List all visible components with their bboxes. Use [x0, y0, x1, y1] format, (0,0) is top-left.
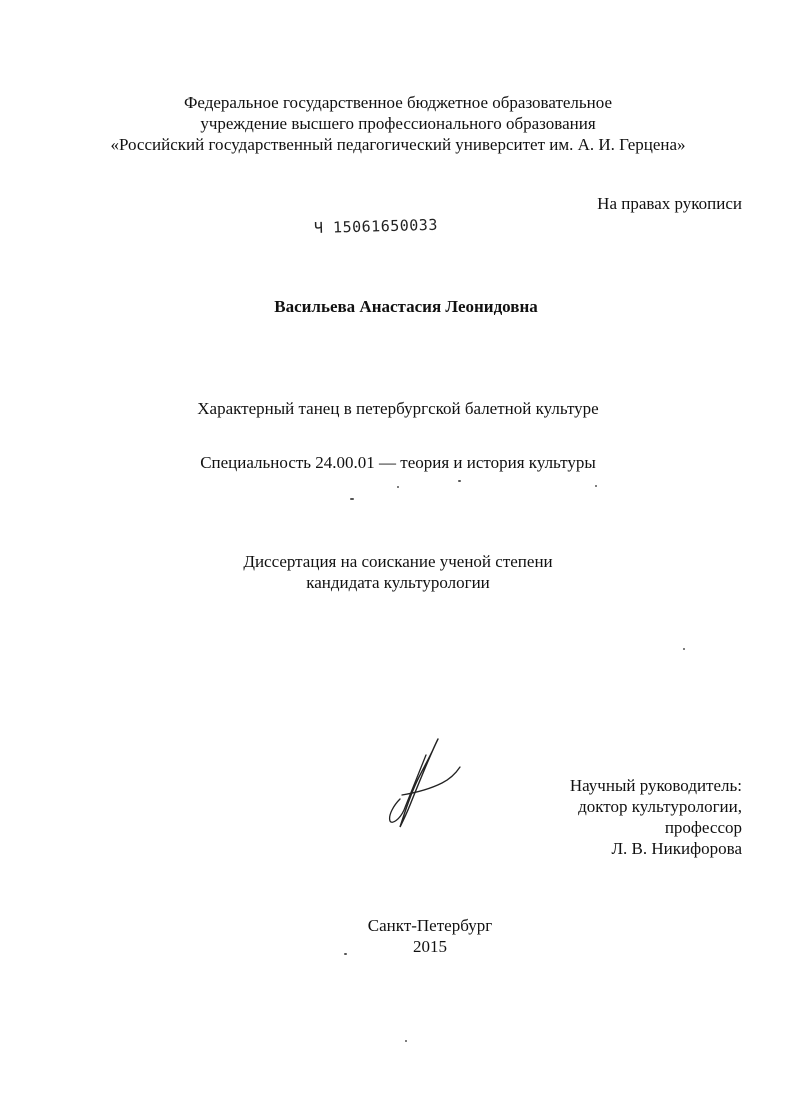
scan-speck — [595, 485, 597, 487]
footer-city: Санкт-Петербург — [367, 916, 493, 935]
footer-year: 2015 — [413, 937, 447, 956]
specialty: Специальность 24.00.01 — теория и история культуры — [200, 453, 596, 472]
dissertation-title: Характерный танец в петербургской балетной культуре — [197, 399, 599, 418]
institution-line-2: учреждение высшего профессионального образования — [200, 114, 596, 133]
scan-speck — [683, 648, 685, 650]
scan-speck — [344, 953, 347, 955]
author-name: Васильева Анастасия Леонидовна — [274, 297, 538, 316]
signature-icon — [380, 735, 470, 830]
supervisor-label: Научный руководитель: — [569, 776, 742, 795]
supervisor-title: профессор — [664, 818, 742, 837]
scan-speck — [350, 498, 354, 500]
supervisor-degree: доктор культурологии, — [578, 797, 742, 816]
archive-stamp: Ч 15061650033 — [313, 215, 439, 237]
scan-speck — [397, 486, 399, 488]
scan-speck — [458, 480, 461, 482]
supervisor-name: Л. В. Никифорова — [611, 839, 742, 858]
rights-note: На правах рукописи — [597, 194, 742, 213]
degree-line-1: Диссертация на соискание ученой степени — [243, 552, 553, 571]
institution-line-3: «Российский государственный педагогический университет им. А. И. Герцена» — [110, 135, 686, 154]
degree-line-2: кандидата культурологии — [306, 573, 490, 592]
scan-speck — [405, 1040, 407, 1042]
institution-line-1: Федеральное государственное бюджетное образовательное — [183, 93, 613, 112]
